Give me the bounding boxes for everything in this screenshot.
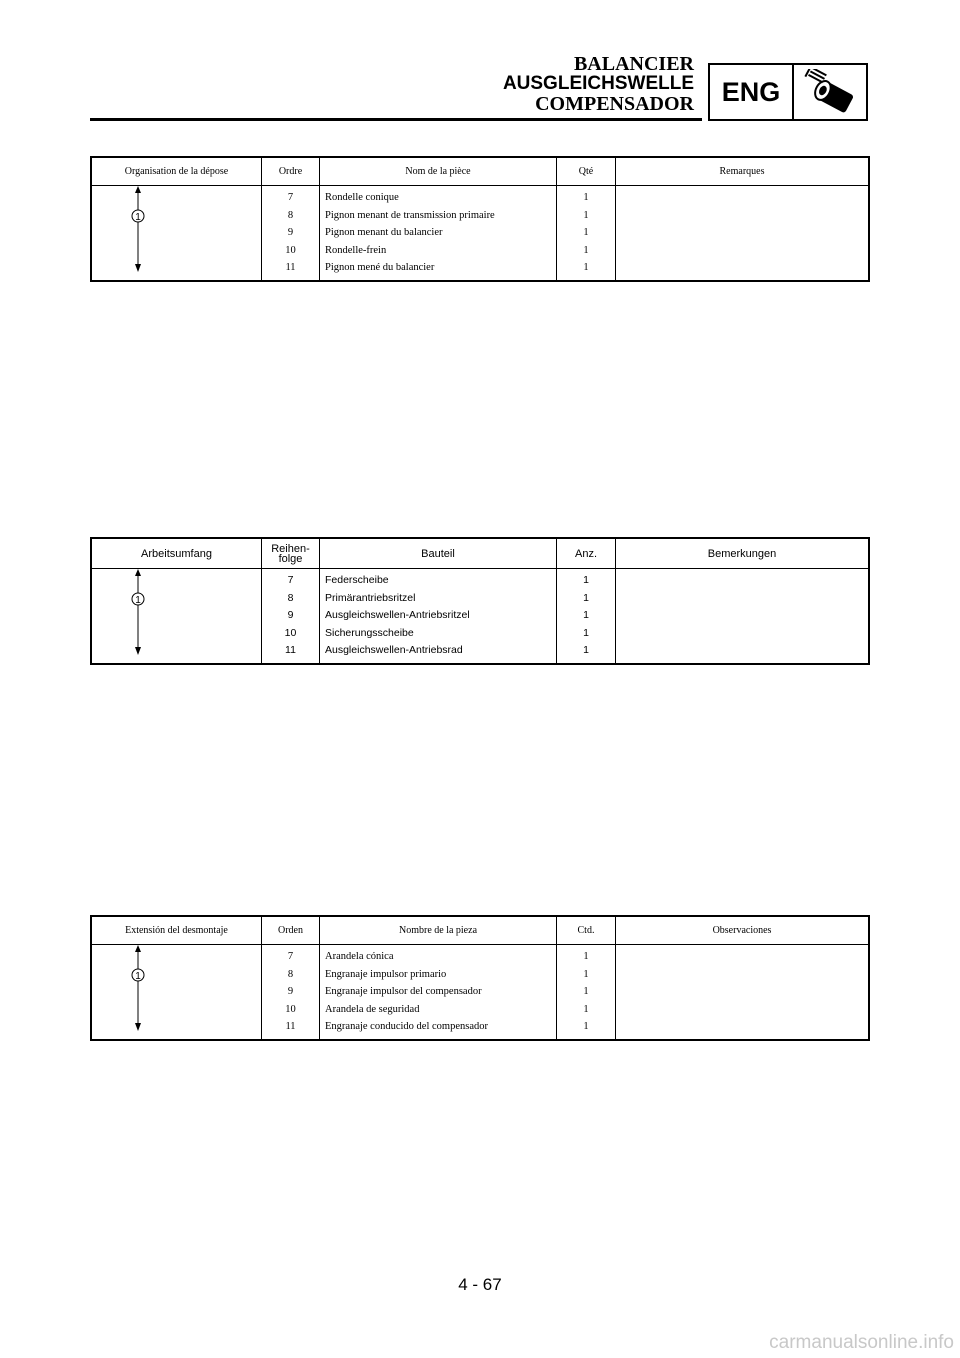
- table-body: [92, 569, 868, 663]
- group-marker: [92, 569, 261, 663]
- group-bracket-arrow-icon: [126, 569, 186, 657]
- table-row-qty: 1: [583, 574, 589, 586]
- order-column: [261, 569, 319, 663]
- group-number: 1: [135, 971, 141, 982]
- remarks-column: [615, 569, 868, 663]
- table-row-order: 8: [287, 591, 294, 604]
- table-row-qty: 1: [583, 591, 589, 604]
- remarks-column: [615, 186, 868, 280]
- parts-table-french: [90, 156, 870, 282]
- table-row-order: 9: [287, 609, 294, 622]
- group-number: 1: [135, 595, 141, 606]
- parts-table-german: [90, 537, 870, 665]
- table-row-name: Ausgleichswellen-Antriebsrad: [325, 644, 463, 657]
- parts-table-spanish: [90, 915, 870, 1041]
- engine-piston-icon: [794, 65, 866, 119]
- title-french: BALANCIER: [573, 53, 694, 75]
- header-order-line-2: folge: [278, 552, 303, 565]
- header-part-name: Nombre de la pieza: [319, 917, 556, 944]
- table-row-qty: 1: [583, 262, 589, 274]
- header-quantity: Anz.: [556, 539, 615, 568]
- group-number: 1: [135, 212, 141, 223]
- name-column: [319, 945, 556, 1039]
- title-german: AUSGLEICHSWELLE: [502, 73, 694, 94]
- table-row-order: 10: [285, 1003, 296, 1015]
- header-remarks: Observaciones: [615, 917, 868, 944]
- table-row-qty: 1: [583, 209, 589, 221]
- header-scope: Extensión del desmontaje: [125, 924, 228, 936]
- header-part-name: Nom de la pièce: [319, 158, 556, 185]
- table-row-name: Federscheibe: [325, 574, 389, 586]
- table-row-name: Engranaje impulsor primario: [325, 968, 447, 980]
- table-row-name: Pignon menant de transmission primaire: [325, 209, 495, 221]
- table-row-order: 10: [285, 244, 296, 256]
- header-remarks: Bemerkungen: [615, 539, 868, 568]
- group-marker: [92, 945, 261, 1039]
- table-row-order: 9: [287, 986, 294, 998]
- section-badge: [708, 63, 868, 121]
- header-quantity: Ctd.: [556, 917, 615, 944]
- qty-column: [556, 186, 615, 280]
- table-row-qty: 1: [583, 244, 589, 256]
- name-column: [319, 186, 556, 280]
- table-row-name: Pignon mené du balancier: [325, 262, 435, 274]
- group-bracket-arrow-icon: [126, 945, 186, 1033]
- table-row-order: 9: [287, 227, 294, 239]
- table-row-qty: 1: [583, 1021, 589, 1033]
- table-row-name: Rondelle-frein: [325, 244, 387, 256]
- name-column: [319, 569, 556, 663]
- table-row-name: Primärantriebsritzel: [325, 591, 416, 604]
- header-quantity: Qté: [556, 158, 615, 185]
- table-row-order: 11: [285, 262, 296, 274]
- group-marker: [92, 186, 261, 280]
- title-spanish: COMPENSADOR: [535, 93, 694, 115]
- page-number: 4 - 67: [458, 1275, 502, 1294]
- table-body: [92, 186, 868, 280]
- order-column: [261, 186, 319, 280]
- watermark: carmanualsonline.info: [769, 1332, 954, 1353]
- remarks-column: [615, 945, 868, 1039]
- table-row-order: 8: [287, 968, 294, 980]
- header-scope: Organisation de la dépose: [124, 165, 229, 177]
- table-row-order: 11: [285, 1021, 296, 1033]
- group-bracket-arrow-icon: [126, 186, 186, 274]
- section-label: ENG: [710, 65, 794, 119]
- table-row-name: Sicherungsscheibe: [325, 626, 414, 639]
- table-row-order: 7: [287, 574, 294, 586]
- header-part-name: Bauteil: [319, 539, 556, 568]
- section-titles: [503, 54, 694, 114]
- table-header: [92, 917, 868, 945]
- header-remarks: Remarques: [615, 158, 868, 185]
- table-row-qty: 1: [583, 951, 589, 962]
- qty-column: [556, 945, 615, 1039]
- order-column: [261, 945, 319, 1039]
- table-row-order: 7: [287, 192, 294, 203]
- qty-column: [556, 569, 615, 663]
- table-row-qty: 1: [583, 626, 589, 639]
- table-row-qty: 1: [583, 644, 589, 657]
- table-row-name: Rondelle conique: [325, 192, 399, 203]
- table-row-qty: 1: [583, 968, 589, 980]
- table-row-name: Engranaje conducido del compensador: [325, 1021, 488, 1033]
- table-row-order: 8: [287, 209, 294, 221]
- table-row-order: 10: [284, 626, 297, 639]
- table-row-qty: 1: [583, 227, 589, 239]
- table-row-order: 7: [287, 951, 294, 962]
- header-order: Ordre: [261, 158, 319, 185]
- table-row-name: Arandela cónica: [325, 951, 394, 962]
- table-row-name: Engranaje impulsor del compensador: [325, 986, 482, 998]
- header-order: Orden: [261, 917, 319, 944]
- table-row-qty: 1: [583, 192, 589, 203]
- table-row-name: Arandela de seguridad: [325, 1003, 420, 1015]
- table-header: [92, 158, 868, 186]
- table-row-name: Ausgleichswellen-Antriebsritzel: [325, 609, 470, 622]
- table-row-order: 11: [285, 644, 296, 657]
- header-scope: Arbeitsumfang: [141, 547, 212, 560]
- table-row-name: Pignon menant du balancier: [325, 227, 443, 239]
- header-order-line-1: Reihen-: [271, 542, 310, 555]
- table-row-qty: 1: [583, 986, 589, 998]
- table-row-qty: 1: [583, 609, 589, 622]
- table-header: [92, 539, 868, 569]
- header-rule: [90, 118, 702, 121]
- header-order: [261, 539, 319, 568]
- table-row-qty: 1: [583, 1003, 589, 1015]
- table-body: [92, 945, 868, 1039]
